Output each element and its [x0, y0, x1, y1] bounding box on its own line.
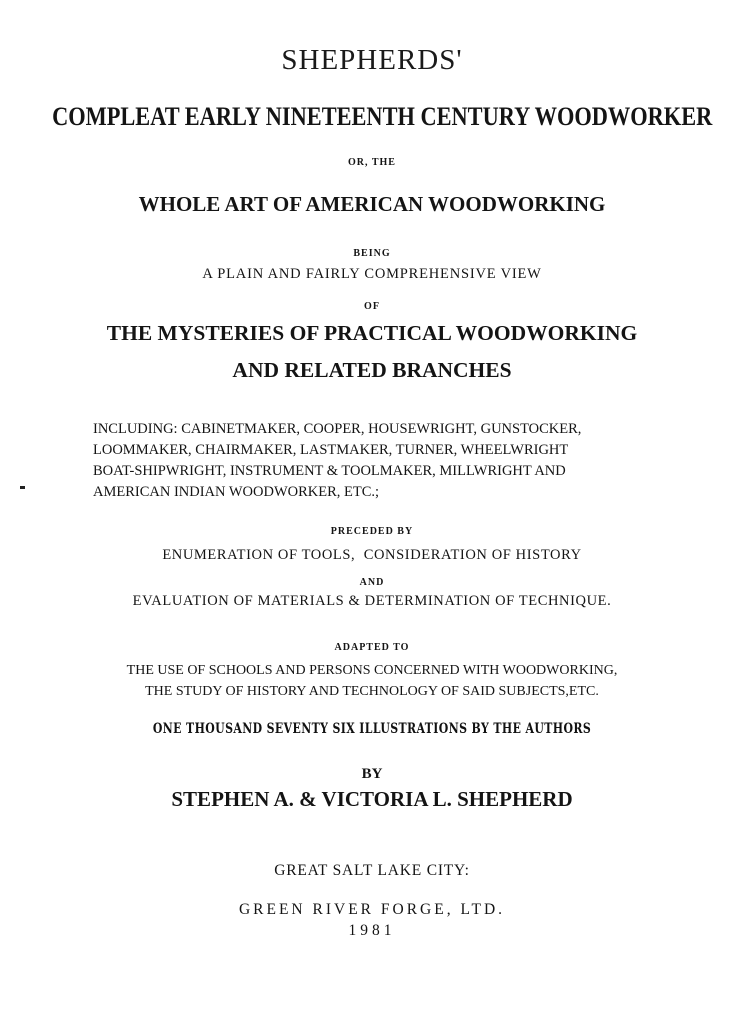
use-line-2: THE STUDY OF HISTORY AND TECHNOLOGY OF SAID SUBJECTS,ETC.: [145, 684, 599, 699]
publication-year: 1981: [348, 922, 396, 939]
illustrations-line: ONE THOUSAND SEVENTY SIX ILLUSTRATIONS BY THE AUTHORS: [152, 721, 592, 737]
enumeration-line: ENUMERATION OF TOOLS, CONSIDERATION OF HISTORY: [162, 547, 582, 563]
whole-art-heading: WHOLE ART OF AMERICAN WOODWORKING: [138, 192, 606, 216]
mysteries-heading-line1: THE MYSTERIES OF PRACTICAL WOODWORKING: [106, 321, 638, 345]
connector-being: BEING: [353, 248, 391, 259]
evaluation-line: EVALUATION OF MATERIALS & DETERMINATION OF TECHNIQUE.: [132, 593, 612, 609]
print-speck: [20, 486, 25, 489]
book-subtitle: COMPLEAT EARLY NINETEENTH CENTURY WOODWORKER: [52, 102, 713, 131]
including-paragraph: [93, 419, 653, 503]
including-line: BOAT-SHIPWRIGHT, INSTRUMENT & TOOLMAKER, MILLWRIGHT AND: [93, 463, 566, 479]
connector-and: AND: [359, 577, 385, 588]
authors-line: STEPHEN A. & VICTORIA L. SHEPHERD: [171, 787, 573, 811]
including-line: INCLUDING: CABINETMAKER, COOPER, HOUSEWRIGHT, GUNSTOCKER,: [93, 421, 582, 437]
publication-city: GREAT SALT LAKE CITY:: [274, 862, 470, 879]
mysteries-heading-line2: AND RELATED BRANCHES: [232, 358, 512, 382]
connector-by: BY: [361, 766, 383, 782]
view-line: A PLAIN AND FAIRLY COMPREHENSIVE VIEW: [202, 266, 542, 282]
connector-or-the: OR, THE: [348, 157, 396, 168]
including-line: LOOMMAKER, CHAIRMAKER, LASTMAKER, TURNER, WHEELWRIGHT: [93, 442, 569, 458]
book-title: SHEPHERDS': [281, 44, 463, 76]
use-line-1: THE USE OF SCHOOLS AND PERSONS CONCERNED WITH WOODWORKING,: [126, 663, 618, 678]
including-line: AMERICAN INDIAN WOODWORKER, ETC.;: [93, 484, 380, 500]
publisher-name: GREEN RIVER FORGE, LTD.: [238, 901, 506, 918]
connector-preceded-by: PRECEDED BY: [330, 526, 414, 537]
connector-of: OF: [364, 301, 380, 312]
connector-adapted-to: ADAPTED TO: [334, 642, 410, 653]
